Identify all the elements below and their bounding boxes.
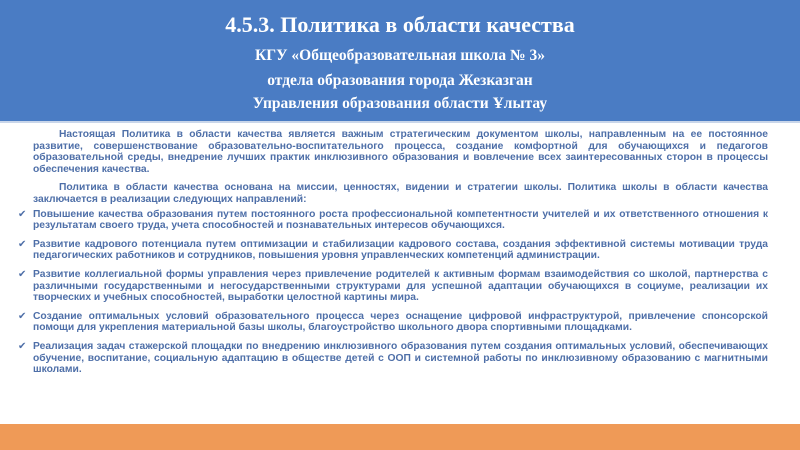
slide-footer-bar [0, 424, 800, 450]
list-item [18, 310, 768, 334]
slide-header [0, 0, 800, 121]
check-icon: ✔ [18, 268, 27, 280]
check-icon: ✔ [18, 208, 27, 220]
department-name: отдела образования города Жезказган [267, 72, 533, 89]
policy-body [18, 129, 768, 383]
check-icon: ✔ [18, 340, 27, 352]
header-divider [0, 121, 800, 123]
administration-name: Управления образования области Ұлытау [252, 95, 548, 112]
list-item [18, 268, 768, 304]
check-icon: ✔ [18, 310, 27, 322]
basis-paragraph: Политика в области качества основана на миссии, ценностях, видении и стратегии школы. Политика школы в области качества заключается в реализации следующих направлений: [33, 182, 768, 205]
list-item-text: Реализация задач стажерской площадки по внедрению инклюзивного образования путем создания оптимальных условий, обеспечивающих обучение, воспитание, социальную адаптацию в обществе детей с ООП и системной работы по инклюзивному образованию с магнитными школами. [33, 340, 768, 376]
slide-title: 4.5.3. Политика в области качества [225, 12, 575, 37]
list-item-text: Развитие кадрового потенциала путем оптимизации и стабилизации кадрового состава, создания эффективной системы мотивации труда педагогических работников и сотрудников, повышения уровня управленческих компетенций администрации. [33, 238, 768, 262]
intro-paragraph: Настоящая Политика в области качества является важным стратегическим документом школы, направленным на ее постоянное развитие, совершенствование образовательно-воспитательного процесса, создание комфортной для обучающихся и педагогов образовательной среды, внедрение лучших практик инклюзивного образования и вовлечение всех заинтересованных сторон в процессы обеспечения качества. [33, 129, 768, 175]
list-item-text: Повышение качества образования путем постоянного роста профессиональной компетентности учителей и их ответственного отношения к результатам своего труда, учета способностей и познавательных интересов обучающихся. [33, 208, 768, 232]
list-item [18, 340, 768, 376]
school-name: КГУ «Общеобразовательная школа № 3» [255, 47, 545, 64]
list-item-text: Развитие коллегиальной формы управления через привлечение родителей к активным формам взаимодействия со школой, партнерства с различными государственными и негосударственными структурами для успешной адаптации обучающихся в социуме, реализации их творческих и учебных способностей, выработки целостной картины мира. [33, 268, 768, 304]
list-item-text: Создание оптимальных условий образовательного процесса через оснащение цифровой инфраструктурой, привлечение спонсорской помощи для укрепления материальной базы школы, благоустройство школьного двора спортивными площадками. [33, 310, 768, 334]
list-item [18, 208, 768, 232]
check-icon: ✔ [18, 238, 27, 250]
list-item [18, 238, 768, 262]
directions-list [18, 208, 768, 376]
